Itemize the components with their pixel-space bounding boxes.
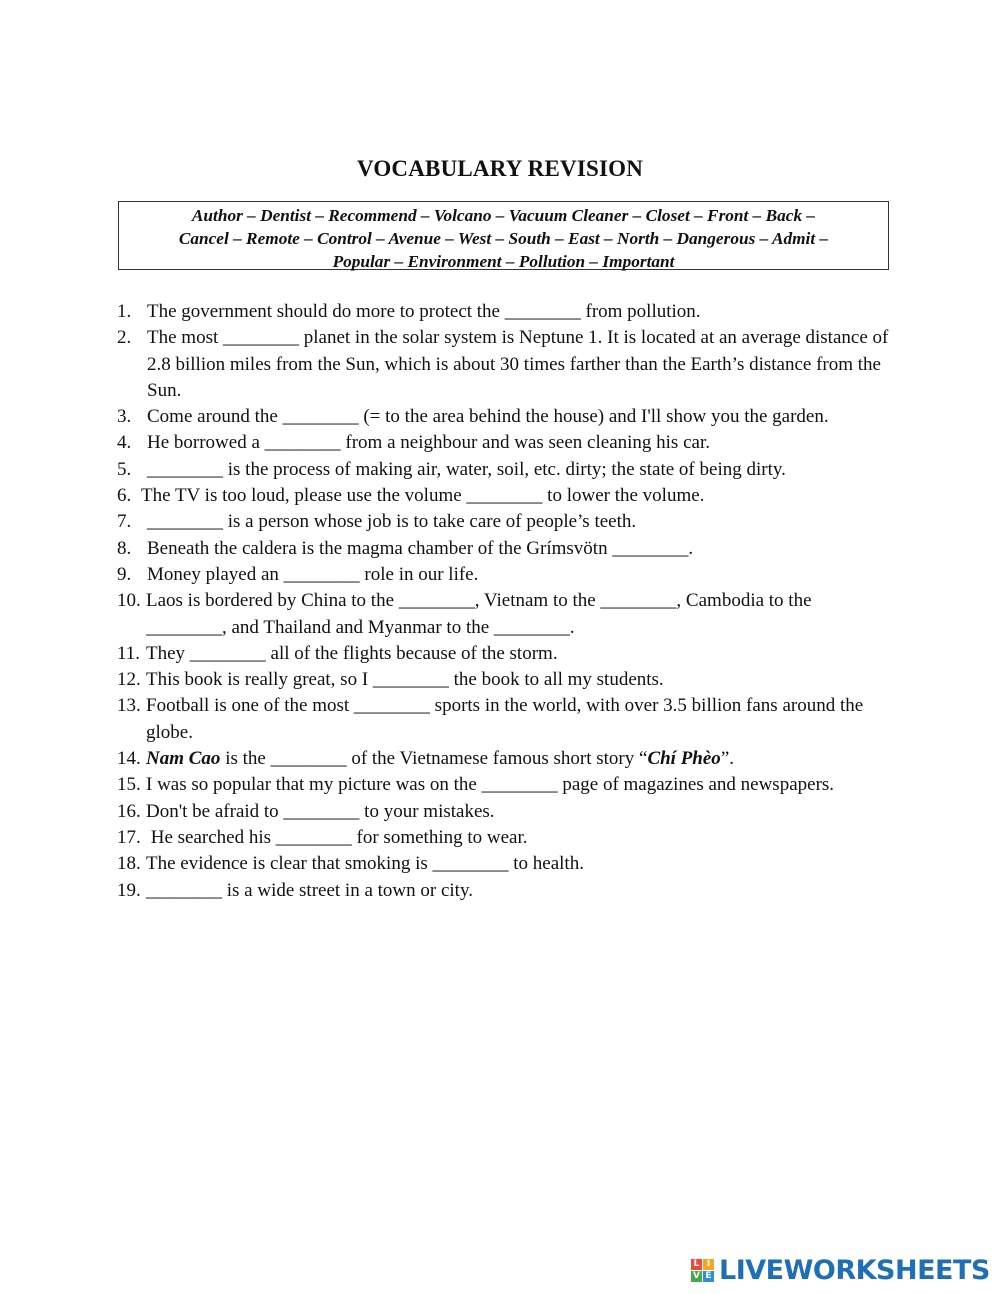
question-item bbox=[117, 772, 897, 798]
question-number: 2. bbox=[117, 327, 132, 349]
question-item bbox=[117, 325, 897, 404]
logo-tile: E bbox=[703, 1271, 714, 1282]
question-item bbox=[117, 825, 897, 851]
question-number: 13. bbox=[117, 695, 141, 717]
question-text: The evidence is clear that smoking is ________ to health. bbox=[146, 853, 584, 875]
question-item bbox=[117, 746, 897, 772]
question-text: ________ is a person whose job is to take care of people’s teeth. bbox=[147, 511, 637, 533]
question-number: 12. bbox=[117, 669, 141, 691]
question-number: 17. bbox=[117, 826, 141, 848]
question-number: 4. bbox=[117, 432, 132, 454]
question-number: 11. bbox=[117, 642, 141, 664]
question-number: 18. bbox=[117, 853, 141, 875]
question-text: The most ________ planet in the solar system is Neptune 1. It is located at an average distance of 2.8 billion miles from the Sun, which is about 30 times farther than the Earth’s distance from the Sun. bbox=[147, 327, 889, 401]
logo-icon bbox=[691, 1259, 714, 1282]
word-bank bbox=[118, 201, 889, 270]
question-number: 9. bbox=[117, 563, 132, 585]
question-number: 19. bbox=[117, 879, 141, 901]
page-title: VOCABULARY REVISION bbox=[356, 156, 644, 181]
question-item bbox=[117, 878, 897, 904]
question-text: ________ is the process of making air, water, soil, etc. dirty; the state of being dirty. bbox=[147, 458, 786, 480]
question-item bbox=[117, 693, 897, 746]
logo-tile: I bbox=[703, 1259, 714, 1270]
question-number: 6. bbox=[117, 485, 132, 507]
word-bank-line: Author – Dentist – Recommend – Volcano – Vacuum Cleaner – Closet – Front – Back – bbox=[191, 206, 816, 225]
question-text: ________ is a wide street in a town or city. bbox=[146, 879, 473, 901]
question-text: The government should do more to protect the ________ from pollution. bbox=[147, 301, 701, 322]
question-number: 10. bbox=[117, 590, 141, 612]
question-number: 14. bbox=[117, 748, 141, 770]
question-text bbox=[146, 746, 897, 772]
logo-tile: V bbox=[691, 1271, 702, 1282]
question-item bbox=[117, 562, 897, 588]
question-text: Money played an ________ role in our life. bbox=[147, 563, 479, 585]
question-text: Come around the ________ (= to the area behind the house) and I'll show you the garden. bbox=[147, 406, 829, 428]
question-number: 7. bbox=[117, 511, 132, 533]
word-bank-line: Popular – Environment – Pollution – Important bbox=[332, 252, 675, 271]
question-text: The TV is too loud, please use the volume ________ to lower the volume. bbox=[141, 485, 705, 507]
question-number: 5. bbox=[117, 458, 132, 480]
question-text: Laos is bordered by China to the ________, Vietnam to the ________, Cambodia to the ________, and Thailand and Myanmar to the ________. bbox=[146, 590, 812, 638]
question-item bbox=[117, 799, 897, 825]
question-item bbox=[117, 404, 897, 430]
question-text: This book is really great, so I ________ the book to all my students. bbox=[146, 669, 664, 691]
question-text-end: ”. bbox=[720, 748, 734, 770]
question-item bbox=[117, 483, 897, 509]
question-item bbox=[117, 430, 897, 456]
question-item bbox=[117, 509, 897, 535]
author-name: Nam Cao bbox=[146, 748, 221, 770]
question-text-mid: is the ________ of the Vietnamese famous short story “ bbox=[220, 748, 648, 770]
question-text: They ________ all of the flights because of the storm. bbox=[146, 642, 558, 664]
liveworksheets-logo bbox=[691, 1255, 990, 1285]
question-text: Football is one of the most ________ sports in the world, with over 3.5 billion fans around the globe. bbox=[146, 695, 864, 743]
question-list bbox=[117, 299, 897, 904]
question-text: He searched his ________ for something to wear. bbox=[146, 826, 528, 848]
question-item bbox=[117, 667, 897, 693]
question-item bbox=[117, 851, 897, 877]
question-item bbox=[117, 536, 897, 562]
logo-tile: L bbox=[691, 1259, 702, 1270]
question-item bbox=[117, 641, 897, 667]
question-number: 16. bbox=[117, 800, 141, 822]
question-item bbox=[117, 457, 897, 483]
question-text: Beneath the caldera is the magma chamber of the Grímsvötn ________. bbox=[147, 537, 694, 559]
word-bank-line: Cancel – Remote – Control – Avenue – West – South – East – North – Dangerous – Admit – bbox=[178, 229, 829, 248]
question-number: 8. bbox=[117, 537, 132, 559]
question-text: I was so popular that my picture was on the ________ page of magazines and newspapers. bbox=[146, 774, 835, 796]
logo-text: LIVEWORKSHEETS bbox=[719, 1254, 990, 1286]
story-title: Chí Phèo bbox=[647, 748, 721, 770]
question-number: 1. bbox=[117, 301, 132, 322]
question-item bbox=[117, 299, 897, 325]
question-number: 15. bbox=[117, 774, 141, 796]
question-text: He borrowed a ________ from a neighbour and was seen cleaning his car. bbox=[147, 432, 710, 454]
question-item bbox=[117, 588, 897, 641]
question-text: Don't be afraid to ________ to your mistakes. bbox=[146, 800, 495, 822]
question-number: 3. bbox=[117, 406, 132, 428]
